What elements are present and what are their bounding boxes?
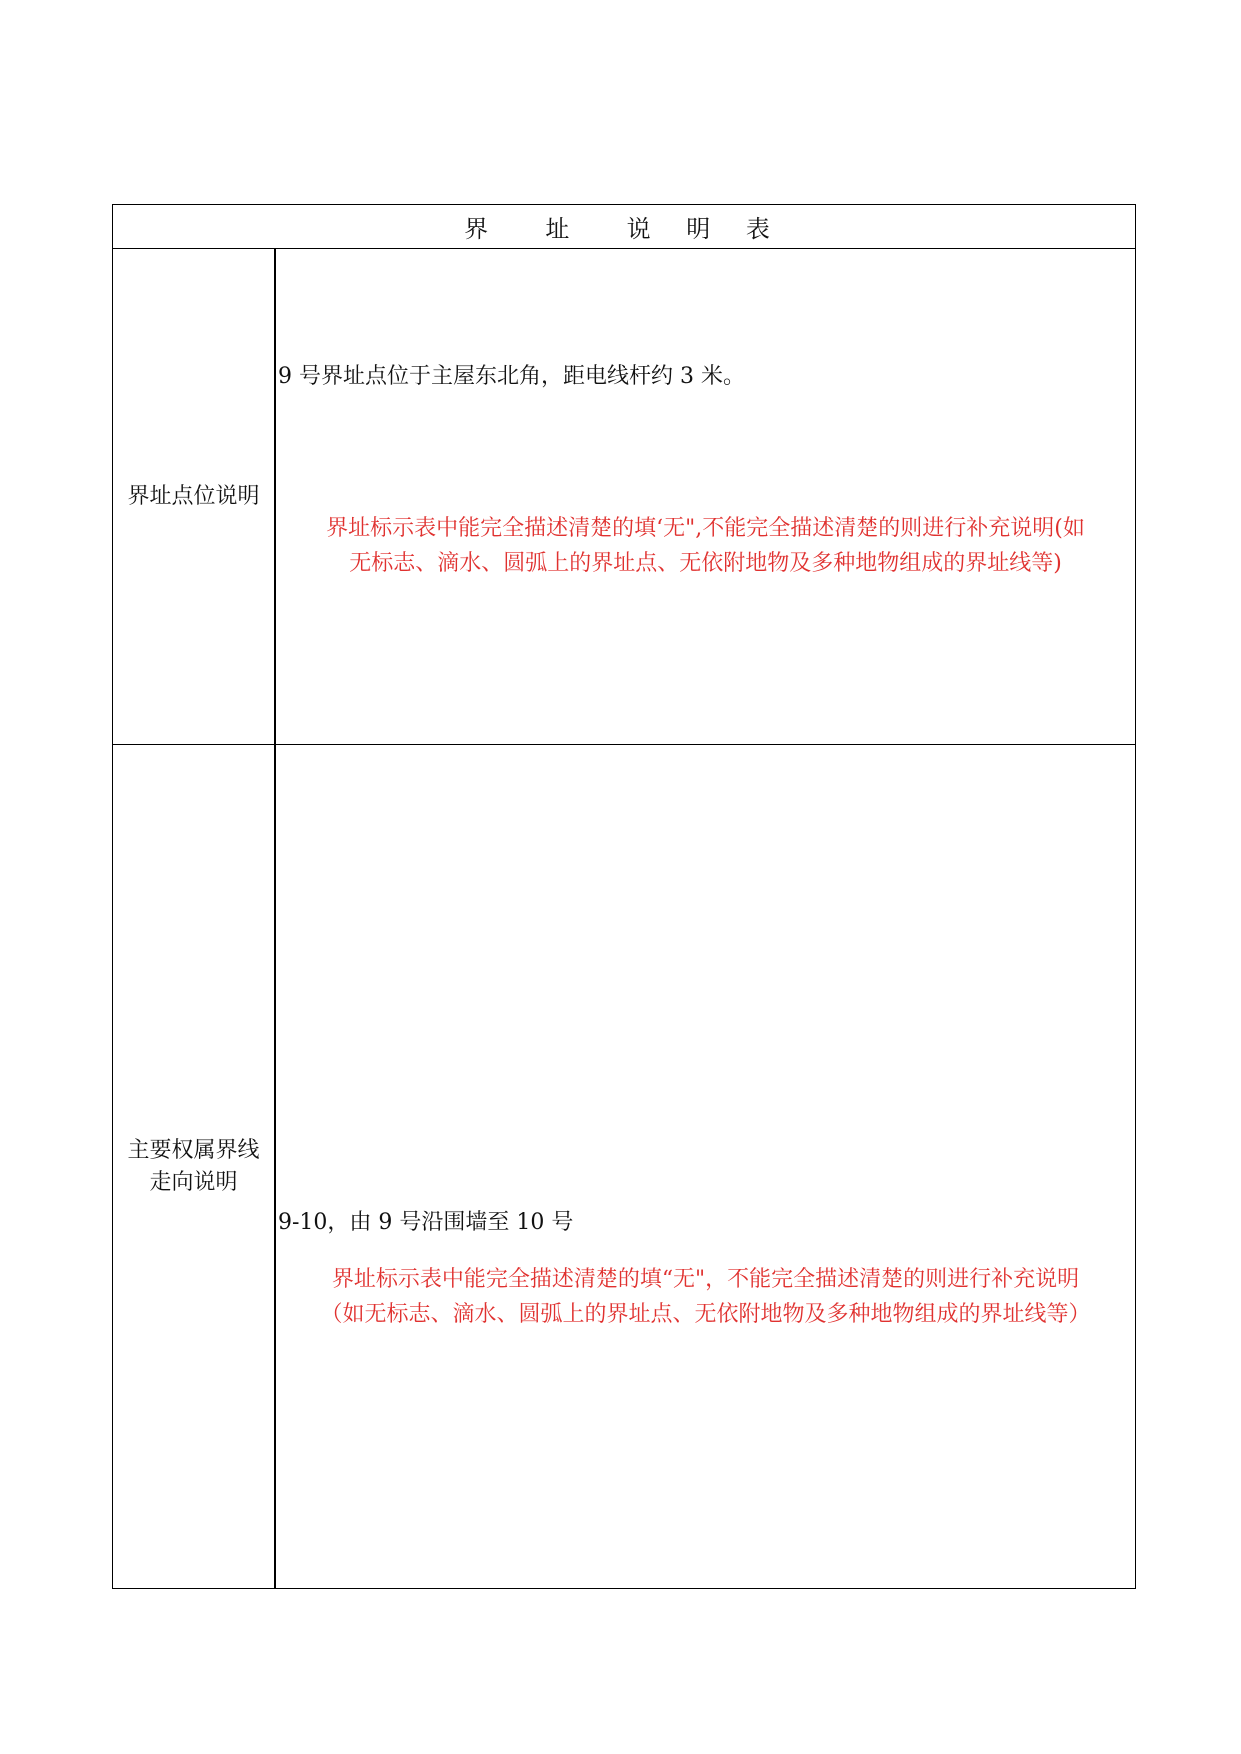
row-label: 界址点位说明: [127, 483, 260, 509]
table-row-boundary-line: [113, 745, 1135, 1588]
boundary-point-description: 9 号界址点位于主屋东北角，距电线杆约 3 米。: [278, 364, 745, 389]
fill-instruction-note-line1: 界址标示表中能完全描述清楚的填“无"，不能完全描述清楚的则进行补充说明: [331, 1267, 1080, 1292]
fill-instruction-note-line2: （如无标志、滴水、圆弧上的界址点、无依附地物及多种地物组成的界址线等）: [320, 1302, 1091, 1327]
boundary-line-description: 9-10，由 9 号沿围墙至 10 号: [278, 1210, 574, 1235]
table-row-boundary-point: [113, 249, 1135, 745]
label-cell: [113, 249, 276, 744]
content-cell: [276, 249, 1135, 744]
label-cell: [113, 745, 276, 1588]
fill-instruction-note-line2: 无标志、滴水、圆弧上的界址点、无依附地物及多种地物组成的界址线等): [349, 551, 1062, 576]
table-title: 界 址 说 明 表: [464, 215, 784, 243]
table-title-row: [113, 205, 1135, 249]
boundary-description-table: [112, 204, 1136, 1589]
row-label: 主要权属界线 走向说明: [127, 1137, 260, 1195]
fill-instruction-note-line1: 界址标示表中能完全描述清楚的填‘无",不能完全描述清楚的则进行补充说明(如: [326, 516, 1085, 541]
content-cell: [276, 745, 1135, 1588]
